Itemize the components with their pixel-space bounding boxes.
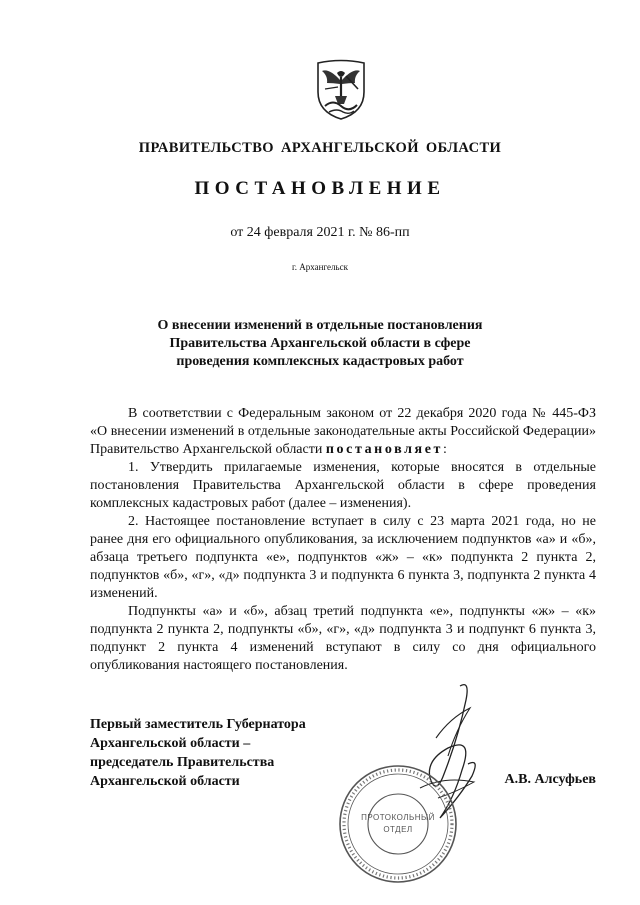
signer-position-line: Первый заместитель Губернатора bbox=[90, 717, 306, 732]
signer-position bbox=[90, 715, 350, 791]
document-subject bbox=[150, 317, 490, 371]
arkhangelsk-coat-of-arms-icon bbox=[313, 56, 369, 122]
document-city: г. Архангельск bbox=[292, 262, 348, 272]
subject-line: Правительства Архангельской области в сфере bbox=[169, 336, 471, 351]
body-paragraph-preamble bbox=[90, 405, 596, 459]
body-paragraph-item-2: 2. Настоящее постановление вступает в силу с 23 марта 2021 года, но не ранее дня его официального опубликования, за исключением подпунктов «а» и «б», абзаца третьего подпункта «е», подпунктов «ж» – «к» подпункта 2 пункта 2, подпунктов «б», «г», «д» подпункта 3 и подпункта 6 пункта 3, подпункта 2 пункта 4 изменений. bbox=[90, 514, 596, 601]
subject-line: проведения комплексных кадастровых работ bbox=[176, 354, 464, 369]
signer-position-line: Архангельской области bbox=[90, 774, 240, 789]
stamp-inner-line-1: ПРОТОКОЛЬНЫЙ bbox=[361, 813, 435, 822]
body-paragraph-item-1: 1. Утвердить прилагаемые изменения, которые вносятся в отдельные постановления Правительства Архангельской области в сфере проведения комплексных кадастровых работ (далее – изменения). bbox=[90, 460, 596, 511]
preamble-colon: : bbox=[443, 442, 447, 457]
signer-position-line: председатель Правительства bbox=[90, 755, 275, 770]
document-body bbox=[90, 405, 596, 675]
document-date-number: от 24 февраля 2021 г. № 86-пп bbox=[230, 225, 410, 240]
resolves-word: постановляет bbox=[325, 442, 444, 457]
stamp-inner-line-2: ОТДЕЛ bbox=[383, 825, 413, 834]
preamble-text: В соответствии с Федеральным законом от 22 декабря 2020 года № 445-ФЗ «О внесении изменений в отдельные законодательные акты Российской Федерации» Правительство Архангельской области bbox=[90, 406, 596, 457]
signer-name: А.В. Алсуфьев bbox=[504, 772, 596, 787]
body-paragraph-exceptions: Подпункты «а» и «б», абзац третий подпункта «е», подпункты «ж» – «к» подпункта 2 пункта 2, подпункты «б», «г», «д» подпункта 3 и подпункт 6 пункта 3, подпункт 2 пункта 4 изменений вступают в силу со дня официального опубликования настоящего постановления. bbox=[90, 604, 596, 673]
document-type: ПОСТАНОВЛЕНИЕ bbox=[194, 178, 446, 199]
subject-line: О внесении изменений в отдельные постановления bbox=[157, 318, 483, 333]
government-name: ПРАВИТЕЛЬСТВО АРХАНГЕЛЬСКОЙ ОБЛАСТИ bbox=[138, 140, 502, 156]
official-round-stamp bbox=[336, 762, 460, 886]
signer-position-line: Архангельской области – bbox=[90, 736, 251, 751]
